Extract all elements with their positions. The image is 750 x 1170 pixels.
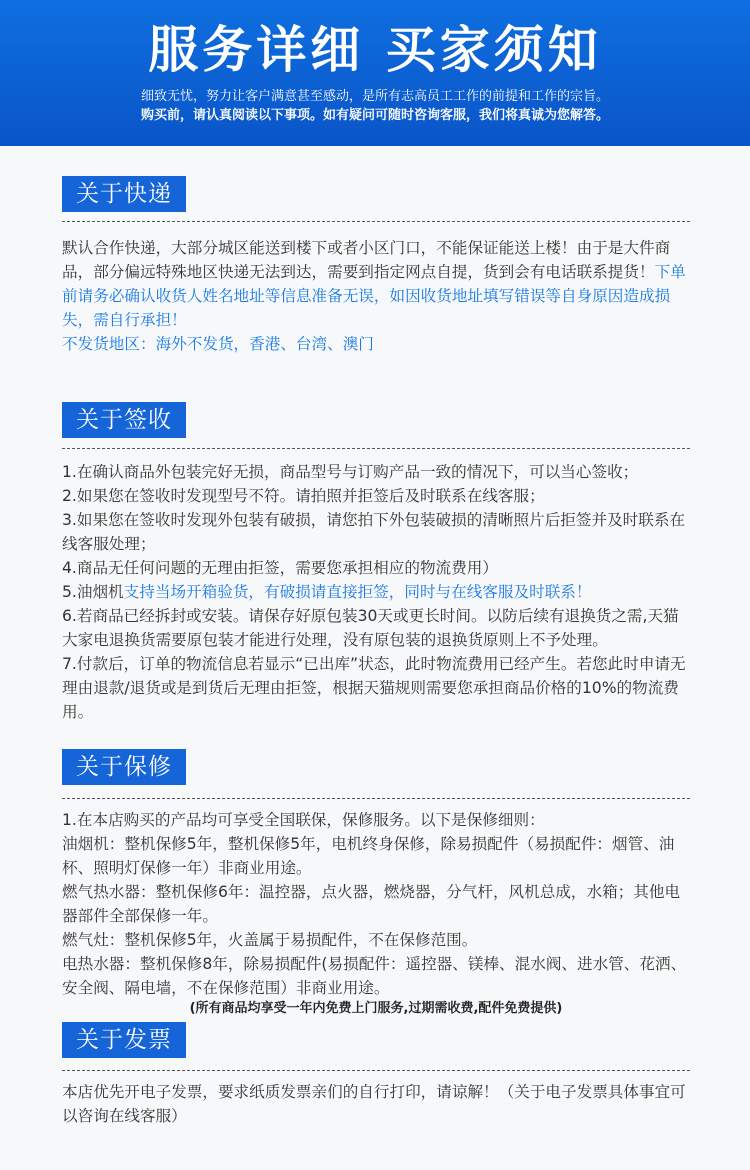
warranty-item: 1.在本店购买的产品均可享受全国联保，保修服务。以下是保修细则： [62,811,545,829]
delivery-text: 默认合作快递，大部分城区能送到楼下或者小区门口，不能保证能送上楼！由于是大件商品，部分偏远特殊地区快递无法到达，需要到指定网点自提，货到会有电话联系提货！ [62,239,671,281]
receipt-item5-highlight: 支持当场开箱验货，有破损请直接拒签，同时与在线客服及时联系！ [123,583,592,601]
warranty-item: 电热水器：整机保修8年，除易损配件(易损配件：遥控器、镁棒、混水阀、进水管、花洒、安全阀、隔电墙，不在保修范围）非商业用途。 [62,955,687,997]
invoice-content: 本店优先开电子发票，要求纸质发票亲们的自行打印，请谅解！（关于电子发票具体事宜可以咨询在线客服） [62,1083,686,1125]
receipt-item [62,580,694,604]
delivery-content [62,236,694,356]
receipt-section-title: 关于签收 [62,402,186,438]
header-notice: 购买前，请认真阅读以下事项。如有疑问可随时咨询客服，我们将真诚为您解答。 [140,108,609,123]
receipt-item: 7.付款后，订单的物流信息若显示“已出库”状态，此时物流费用已经产生。若您此时申请无理由退款/退货或是到货后无理由拒签，根据天猫规则需要您承担商品价格的10%的物流费用。 [62,655,686,721]
delivery-section-title: 关于快递 [62,176,186,212]
delivery-excluded-regions: 不发货地区：海外不发货，香港、台湾、澳门 [62,335,374,353]
header-banner [0,0,750,146]
warranty-divider [62,798,690,799]
receipt-item: 6.若商品已经拆封或安装。请保存好原包装30天或更长时间。以防后续有退换货之需,天猫大家电退换货需要原包装才能进行处理，没有原包装的退换货原则上不予处理。 [62,607,679,649]
receipt-item: 4.商品无任何问题的无理由拒签，需要您承担相应的物流费用） [62,559,498,577]
delivery-divider [62,221,690,222]
warranty-section-title: 关于保修 [62,749,186,785]
receipt-item5-prefix: 5.油烟机 [62,583,124,601]
invoice-divider [62,1070,690,1071]
invoice-section-title: 关于发票 [62,1022,186,1058]
receipt-item: 3.如果您在签收时发现外包装有破损，请您拍下外包装破损的清晰照片后拒签并及时联系在线客服处理； [62,511,686,553]
header-subtitle: 细致无忧，努力让客户满意甚至感动，是所有志高员工工作的前提和工作的宗旨。 [140,89,609,104]
receipt-content [62,460,694,724]
warranty-item: 燃气热水器：整机保修6年：温控器，点火器，燃烧器，分气杆，风机总成，水箱；其他电器部件全部保修一年。 [62,883,681,925]
receipt-divider [62,448,690,449]
receipt-item: 2.如果您在签收时发现型号不符。请拍照并拒签后及时联系在线客服； [62,487,545,505]
warranty-content [62,808,694,1000]
warranty-item: 燃气灶：整机保修5年，火盖属于易损配件，不在保修范围。 [62,931,478,949]
warranty-item: 油烟机：整机保修5年，整机保修5年，电机终身保修，除易损配件（易损配件：烟管、油杯、照明灯保修一年）非商业用途。 [62,835,675,877]
delivery-warning: 下单前请务必确认收货人姓名地址等信息准备无误，如因收货地址填写错误等自身原因造成损失，需自行承担！ [62,263,686,329]
warranty-note: (所有商品均享受一年内免费上门服务,过期需收费,配件免费提供) [189,1001,563,1016]
page-title: 服务详细 买家须知 [148,21,602,79]
receipt-item: 1.在确认商品外包装完好无损，商品型号与订购产品一致的情况下，可以当心签收； [62,463,639,481]
